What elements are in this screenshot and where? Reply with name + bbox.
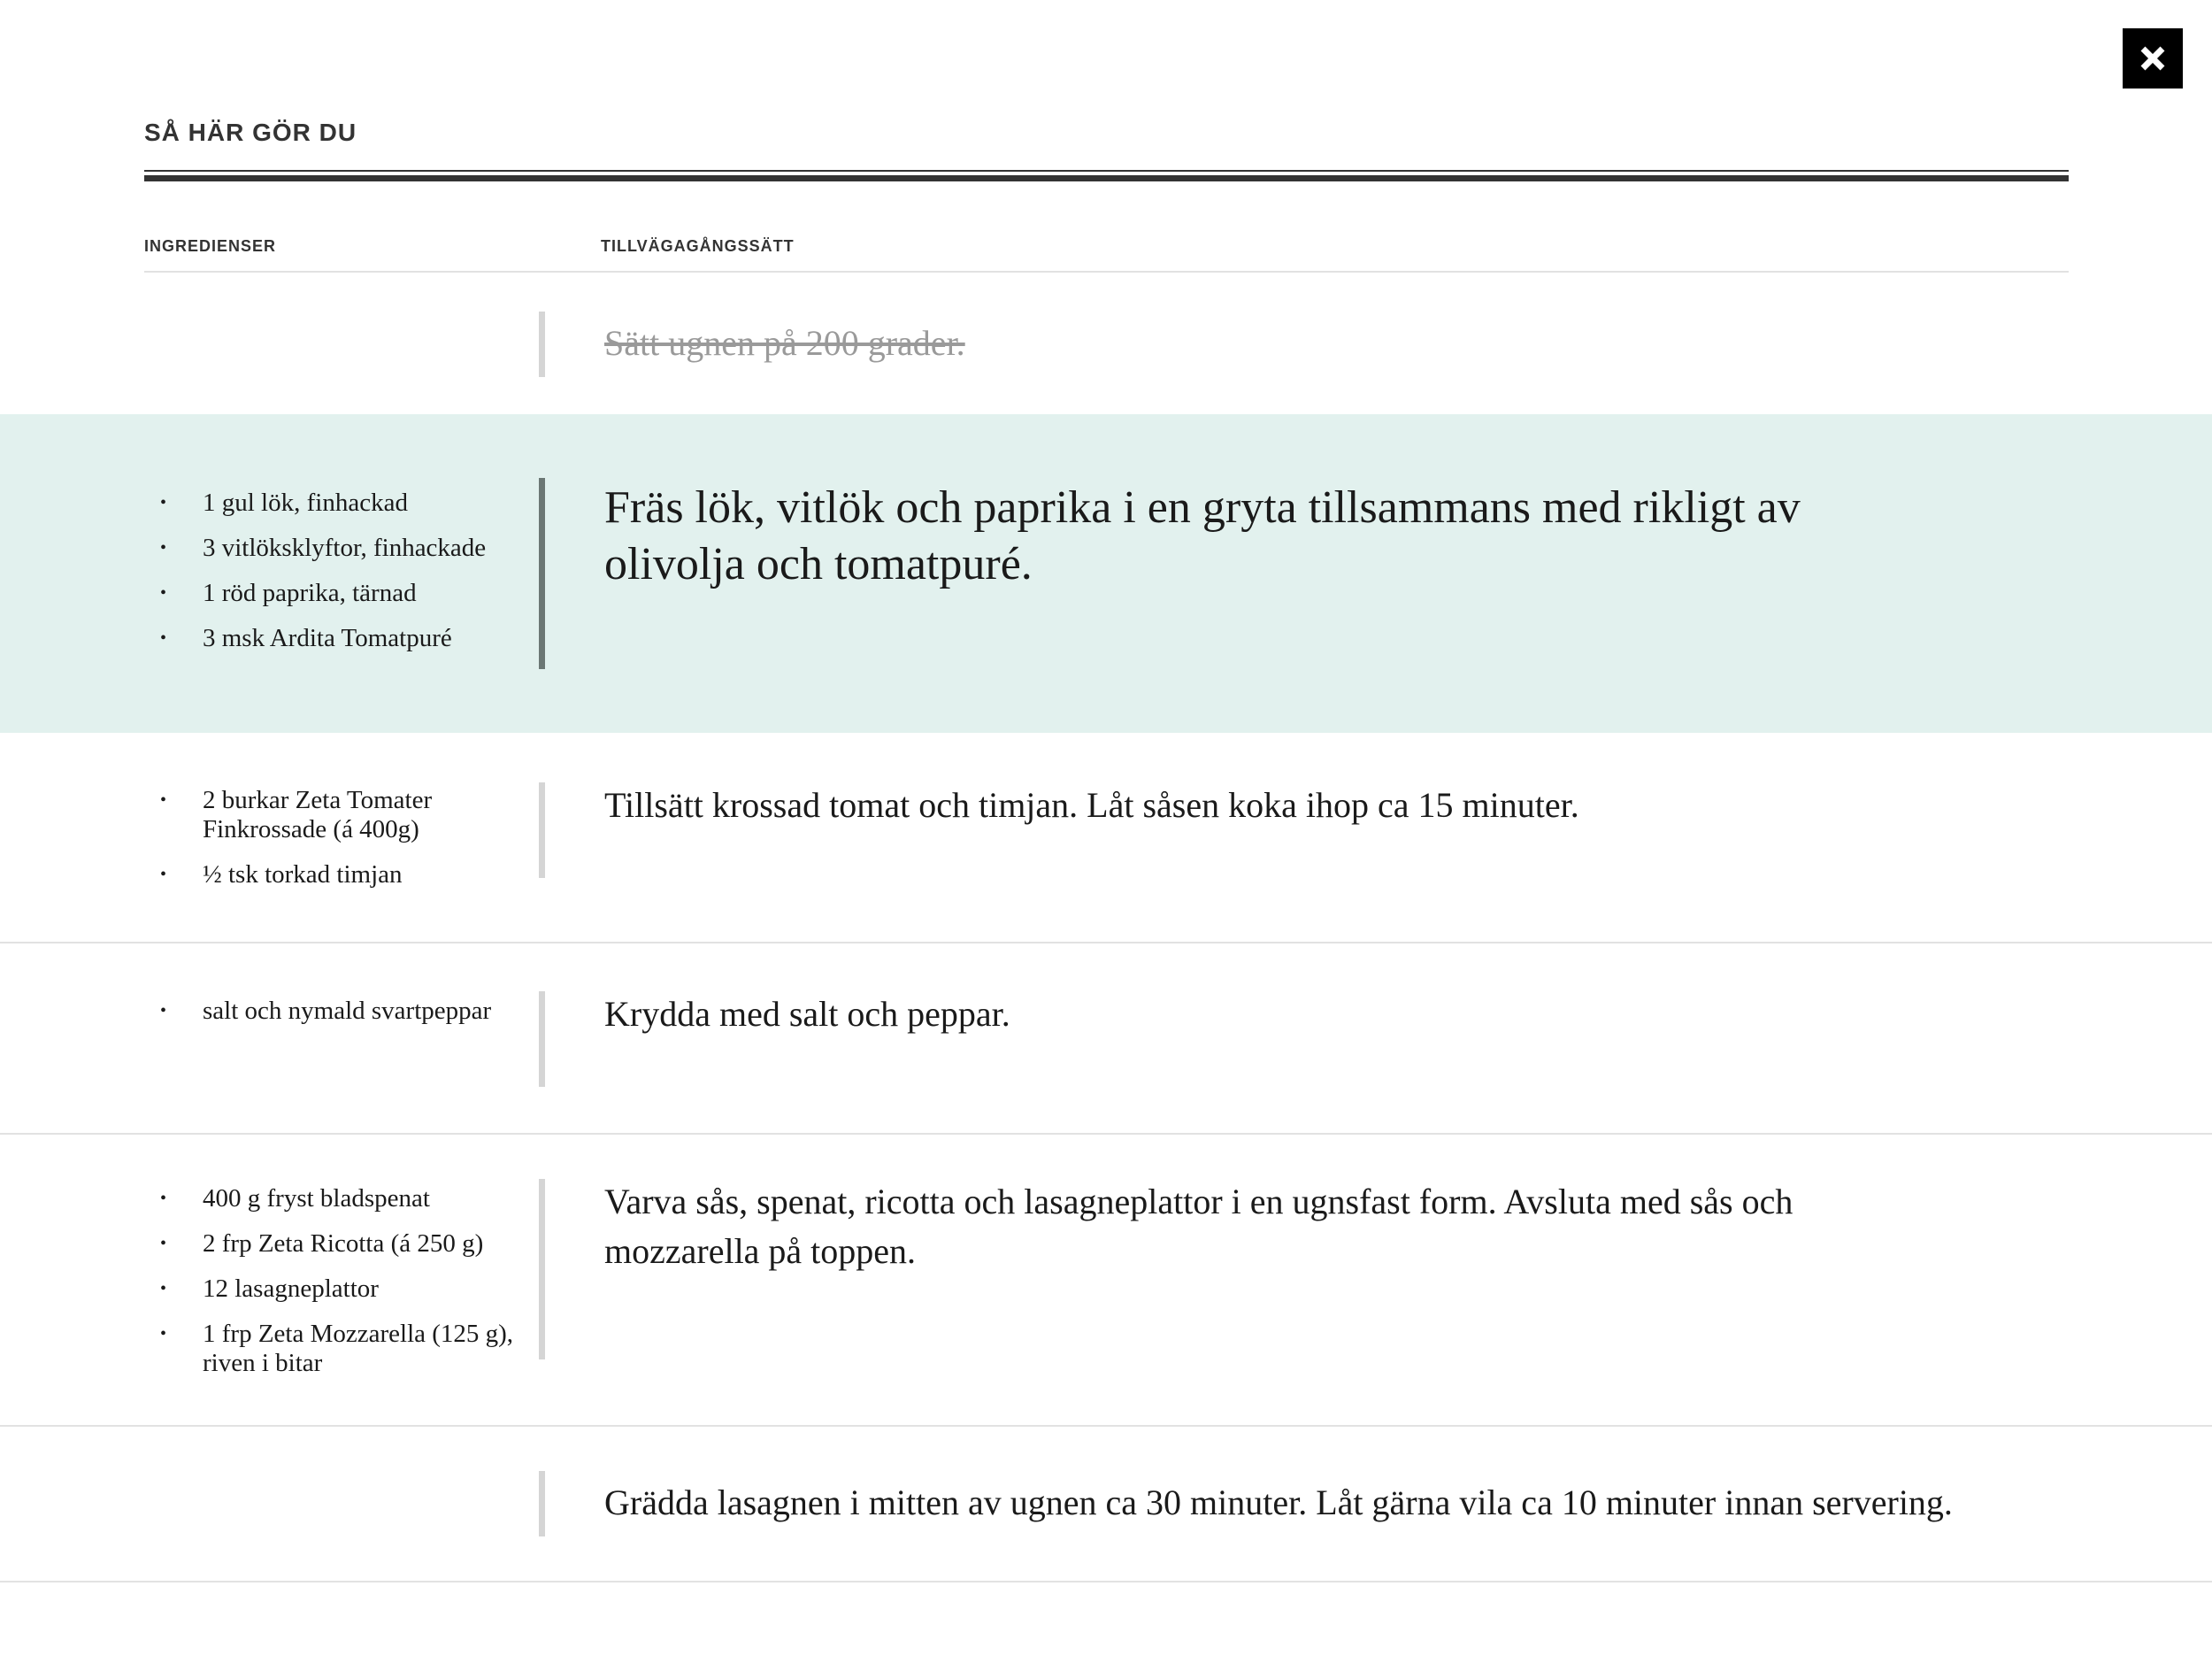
step-text: Grädda lasagnen i mitten av ugnen ca 30 minuter. Låt gärna vila ca 10 minuter innan servering. <box>604 1482 1953 1522</box>
ingredient-item: • salt och nymald svartpeppar <box>160 997 514 1026</box>
title-rule-thin <box>144 170 2069 172</box>
step-indicator-bar <box>539 1471 545 1536</box>
section-title: SÅ HÄR GÖR DU <box>144 119 357 146</box>
ingredient-list <box>160 997 514 1042</box>
ingredient-item: • 1 gul lök, finhackad <box>160 489 514 518</box>
step-5[interactable] <box>0 1135 2212 1425</box>
ingredient-item: • 3 msk Ardita Tomatpuré <box>160 624 514 653</box>
step-3[interactable] <box>0 733 2212 942</box>
title-rule-thick <box>144 175 2069 181</box>
step-1[interactable] <box>0 273 2212 414</box>
method-column-header: TILLVÄGAGÅNGSSÄTT <box>601 237 795 255</box>
ingredient-item: • 12 lasagneplattor <box>160 1274 514 1304</box>
step-indicator-bar <box>539 478 545 669</box>
step-text: Tillsätt krossad tomat och timjan. Låt såsen koka ihop ca 15 minuter. <box>604 785 1579 825</box>
step-text: Varva sås, spenat, ricotta och lasagneplattor i en ugnsfast form. Avsluta med sås och mozzarella på toppen. <box>604 1182 1793 1271</box>
ingredient-list <box>160 489 514 669</box>
ingredient-item: • 3 vitlöksklyftor, finhackade <box>160 534 514 563</box>
ingredient-item: • 400 g fryst bladspenat <box>160 1184 514 1213</box>
step-indicator-bar <box>539 782 545 878</box>
step-2[interactable] <box>0 414 2212 733</box>
step-indicator-bar <box>539 991 545 1087</box>
step-text: Sätt ugnen på 200 grader. <box>604 323 965 363</box>
close-icon <box>2139 45 2166 72</box>
close-button[interactable] <box>2123 28 2183 89</box>
step-indicator-bar <box>539 1179 545 1359</box>
step-text: Fräs lök, vitlök och paprika i en gryta tillsammans med rikligt av olivolja och tomatpuré. <box>604 482 1801 589</box>
ingredient-list <box>160 786 514 905</box>
step-divider <box>0 1581 2212 1582</box>
ingredients-column-header: INGREDIENSER <box>144 237 277 255</box>
ingredient-item: • 1 frp Zeta Mozzarella (125 g), riven i bitar <box>160 1320 514 1378</box>
step-4[interactable] <box>0 943 2212 1133</box>
step-indicator-bar <box>539 312 545 377</box>
ingredient-item: • 2 frp Zeta Ricotta (á 250 g) <box>160 1229 514 1259</box>
ingredient-list <box>160 1184 514 1394</box>
step-6[interactable] <box>0 1427 2212 1581</box>
ingredient-item: • 2 burkar Zeta Tomater Finkrossade (á 400g) <box>160 786 514 844</box>
step-text: Krydda med salt och peppar. <box>604 994 1010 1034</box>
ingredient-item: • ½ tsk torkad timjan <box>160 860 514 889</box>
ingredient-item: • 1 röd paprika, tärnad <box>160 579 514 608</box>
